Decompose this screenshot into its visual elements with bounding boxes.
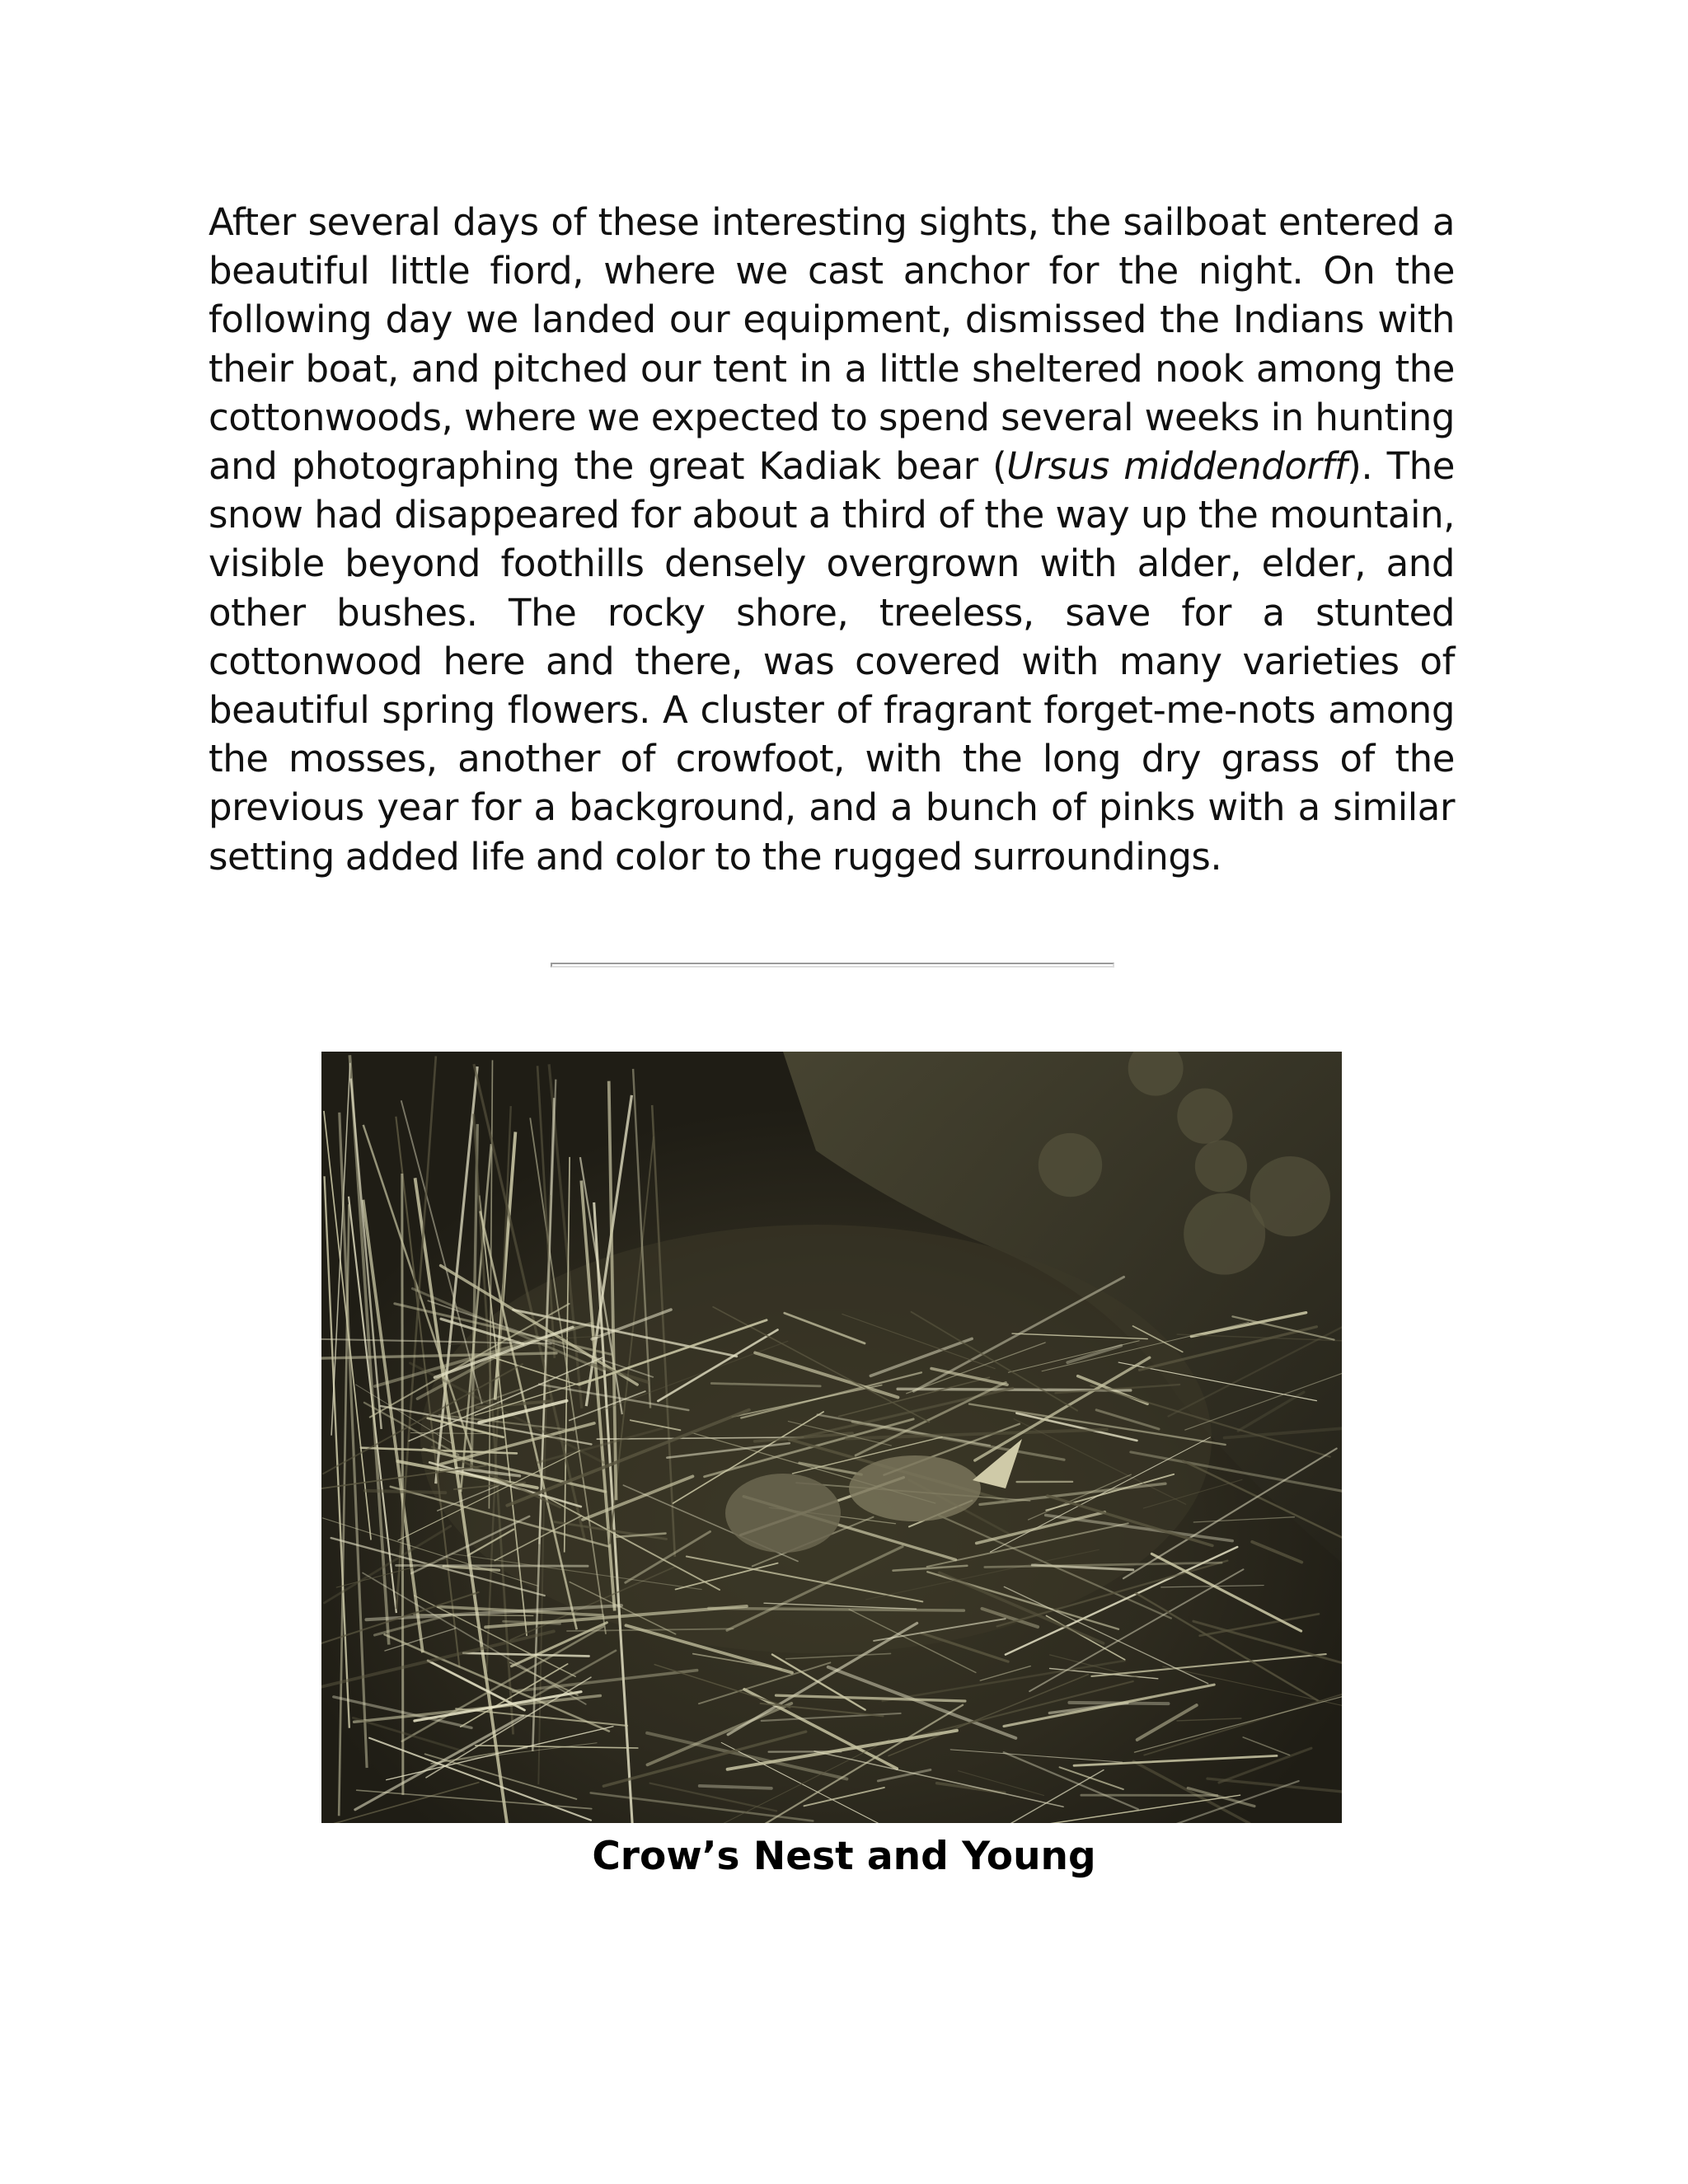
nest-straw [365,1491,446,1493]
figure-caption: Crow’s Nest and Young [592,1834,1096,1879]
chick-body [725,1474,841,1553]
leaf [1184,1193,1265,1275]
chick-body [849,1455,981,1521]
leaf [1195,1140,1247,1192]
paragraph-text-end: ). The snow had disappeared for about a third of the way up the mountain, visible beyond foothills densely overgrown with alder, elder, and other bushes. The rocky shore, treeless, save for a stunted cottonwood here and there, was covered with many varieties of beautiful spring flowers. A cluster of fragrant forget-me-nots among the mosses, another of crowfoot, with the long dry grass of the previous year for a background, and a bunch of pinks with a similar setting added life and color to the rugged surroundings. [209,444,1455,879]
crow-nest-photo [321,1052,1342,1823]
leaf [1177,1089,1232,1144]
nest-photo-illustration [321,1052,1342,1823]
grass-blade [402,1174,403,1795]
leaf [1039,1133,1102,1197]
nest-straw [396,1565,588,1566]
body-paragraph [209,198,1455,881]
species-name: Ursus middendorff [1006,444,1348,489]
horizontal-rule [551,963,1114,968]
paragraph-text-start: After several days of these interesting sights, the sailboat entered a beautiful little fiord, where we cast anchor for the night. On the following day we landed our equipment, dismissed the Indians with their boat, and pitched our tent in a little sheltered nook among the cottonwoods, where we expected to spend several weeks in hunting and photographing the great Kadiak bear ( [209,200,1455,489]
